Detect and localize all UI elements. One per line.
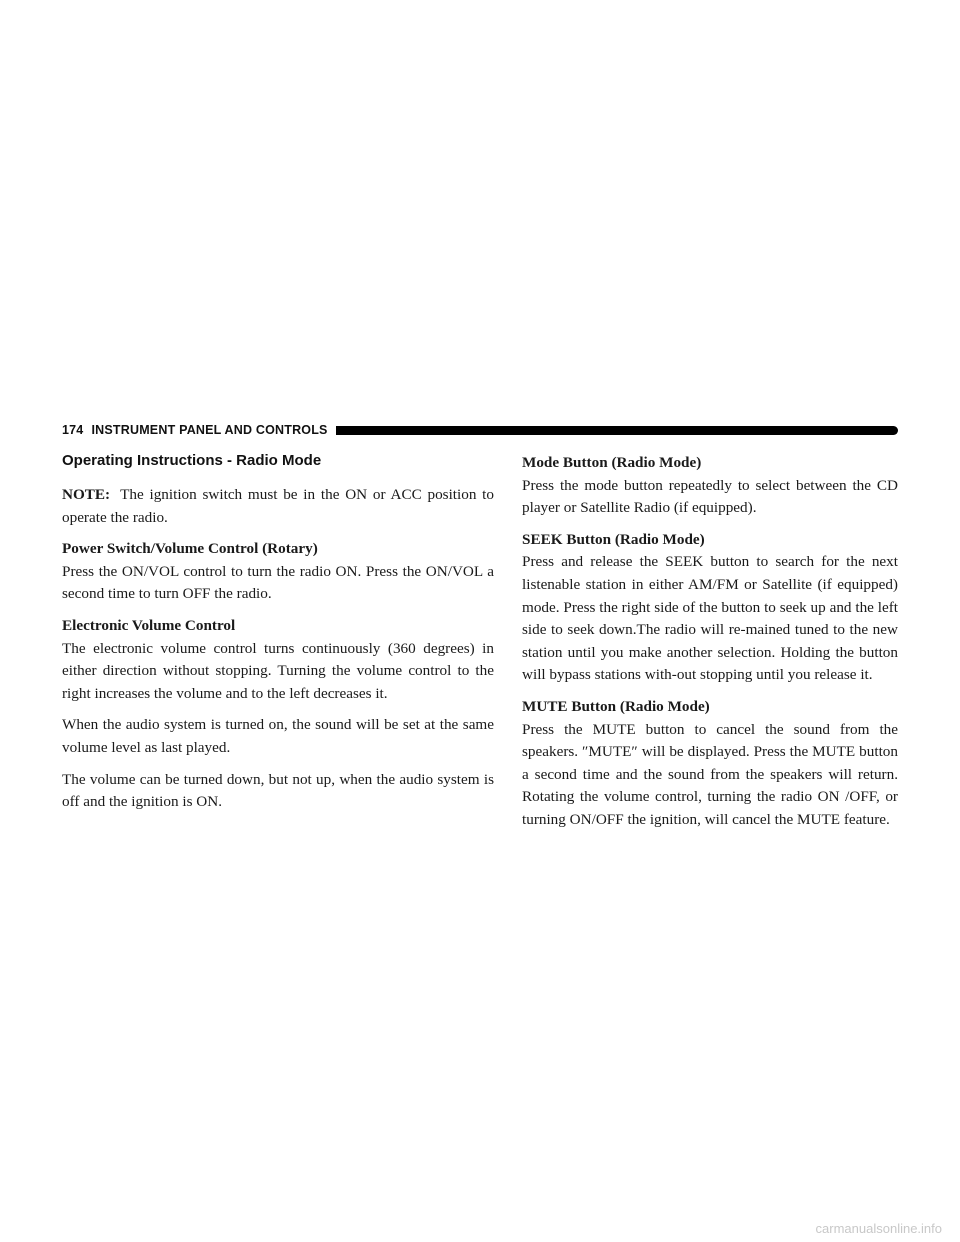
right-column xyxy=(522,452,898,841)
mute-heading: MUTE Button (Radio Mode) xyxy=(522,697,710,715)
watermark: carmanualsonline.info xyxy=(815,1221,942,1236)
turned-down-paragraph: The volume can be turned down, but not up, when the audio system is off and the ignition is ON. xyxy=(62,770,494,811)
note-text: The ignition switch must be in the ON or ACC position to operate the radio. xyxy=(62,486,494,526)
page-number: 174 xyxy=(62,423,84,437)
seek-text: Press and release the SEEK button to search for the next listenable station in either AM/FM or Satellite (if equipped) mode. Press the right side of the button to seek up and the left side to seek down.The radio will re-mained tuned to the new station until you make another selection. Holding the button will bypass stations with-out stopping until you release it. xyxy=(522,553,898,684)
note-paragraph xyxy=(62,484,494,529)
volume-text: The electronic volume control turns continuously (360 degrees) in either direction without stopping. Turning the volume control to the right increases the volume and to the left decreases it. xyxy=(62,639,494,702)
turned-on-paragraph: When the audio system is turned on, the sound will be set at the same volume level as last played. xyxy=(62,716,494,756)
note-label: NOTE: xyxy=(62,486,111,503)
power-text: Press the ON/VOL control to turn the radio ON. Press the ON/VOL a second time to turn OFF the radio. xyxy=(62,562,494,603)
power-heading: Power Switch/Volume Control (Rotary) xyxy=(62,540,318,558)
mode-heading: Mode Button (Radio Mode) xyxy=(522,454,702,471)
header-rule xyxy=(336,426,898,435)
seek-heading: SEEK Button (Radio Mode) xyxy=(522,530,705,548)
volume-heading: Electronic Volume Control xyxy=(62,616,236,634)
left-column xyxy=(62,452,494,823)
mute-text: Press the MUTE button to cancel the sound from the speakers. ″MUTE″ will be displayed. Press the MUTE button a second time and the sound from the speakers will return. Rotating the volume control, turning the radio ON /OFF, or turning ON/OFF the ignition, will cancel the MUTE feature. xyxy=(522,720,898,828)
header-label xyxy=(62,423,328,437)
section-title: Operating Instructions - Radio Mode xyxy=(62,452,322,469)
section-name: INSTRUMENT PANEL AND CONTROLS xyxy=(91,423,328,437)
mode-text: Press the mode button repeatedly to select between the CD player or Satellite Radio (if equipped). xyxy=(522,476,898,517)
page-header xyxy=(62,423,898,437)
